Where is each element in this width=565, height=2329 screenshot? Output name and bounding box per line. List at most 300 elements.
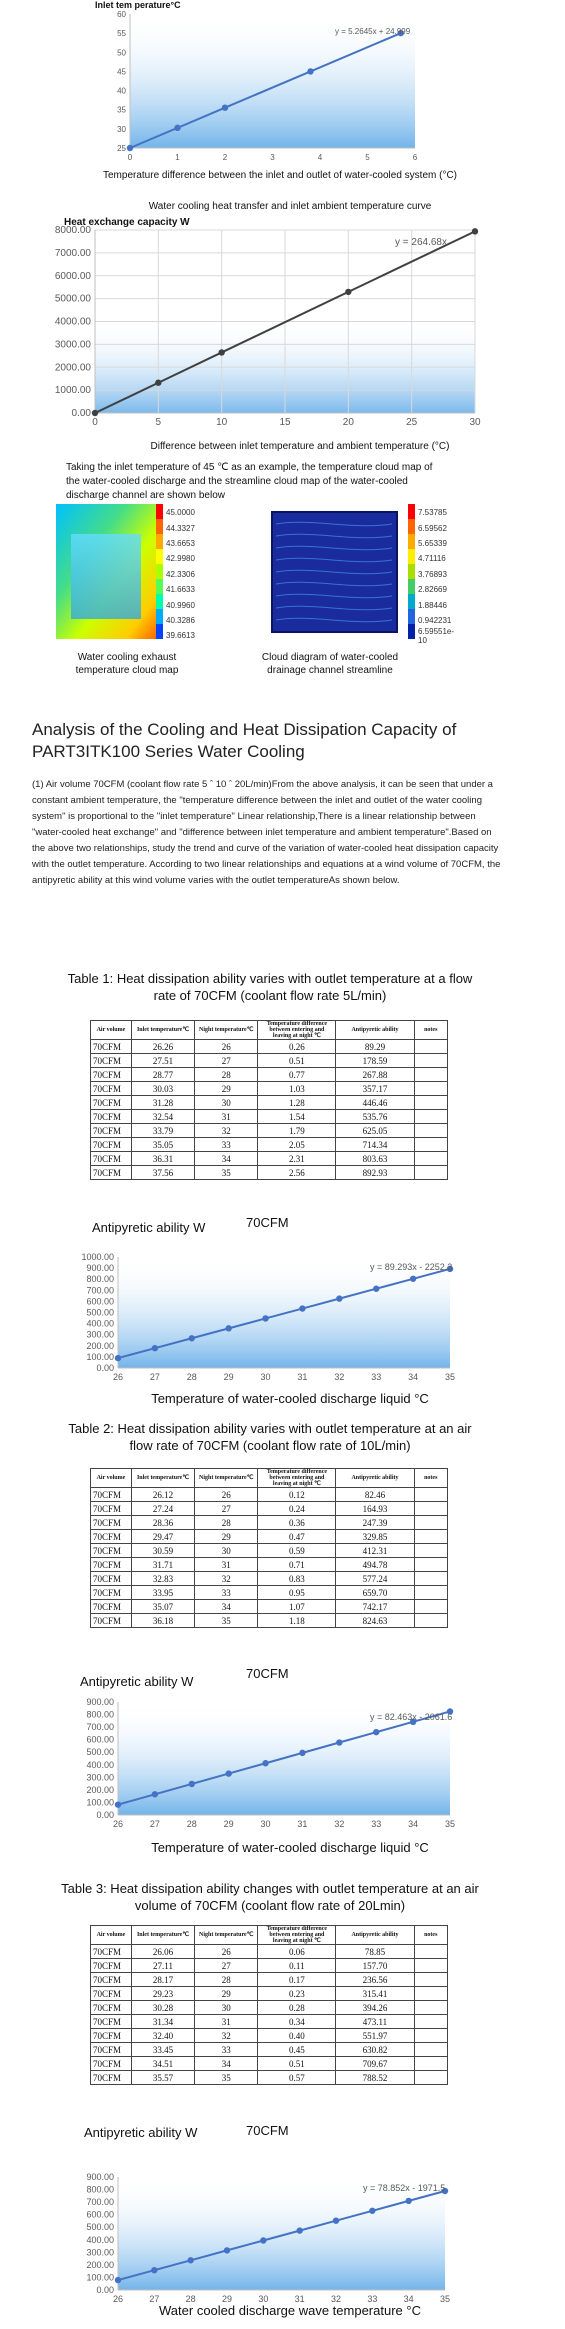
data-point: [307, 68, 313, 74]
y-tick-label: 3000.00: [54, 339, 91, 351]
table-cell: 28: [195, 1516, 258, 1530]
table-cell: 0.23: [258, 1987, 336, 2001]
table-cell: 26: [195, 1040, 258, 1054]
chart-y-axis-label: Antipyretic ability W: [80, 1674, 194, 1689]
column-header: Antipyretic ability: [336, 1021, 414, 1040]
table-cell: 82.46: [336, 1488, 414, 1502]
chart-table-3-svg: [0, 2115, 565, 2329]
table-row: [91, 1138, 448, 1152]
table-row: [91, 2015, 448, 2029]
table-cell: [414, 1572, 447, 1586]
y-tick-label: 25: [117, 144, 126, 153]
y-tick-label: 700.00: [86, 1285, 114, 1296]
table-row: [91, 1040, 448, 1054]
legend-value: 2.82669: [418, 585, 447, 595]
legend-value: 6.59551e-10: [418, 626, 455, 645]
y-tick-label: 800.00: [86, 1274, 114, 1285]
x-tick-label: 33: [371, 1372, 382, 1382]
x-tick-label: 10: [216, 417, 228, 428]
y-tick-label: 400.00: [86, 1759, 114, 1770]
table-row: [91, 1110, 448, 1124]
legend-value: 42.3306: [166, 569, 195, 579]
table-cell: 34: [195, 1600, 258, 1614]
x-tick-label: 30: [260, 1819, 271, 1829]
table-row: [91, 1959, 448, 1973]
x-tick-label: 31: [297, 1819, 308, 1829]
table-cell: 33.79: [131, 1124, 194, 1138]
data-point: [189, 1781, 195, 1787]
table-row: [91, 2071, 448, 2085]
table-cell: 357.17: [336, 1082, 414, 1096]
table-cell: 0.36: [258, 1516, 336, 1530]
chart-x-axis-label: Temperature of water-cooled discharge liquid °C: [151, 1840, 429, 1855]
chart-table-1: [0, 1215, 565, 1410]
table-row: [91, 1068, 448, 1082]
table-cell: 70CFM: [91, 2043, 132, 2057]
column-header: Air volume: [91, 1469, 132, 1488]
y-tick-label: 900.00: [86, 2172, 114, 2182]
table-row: [91, 1600, 448, 1614]
legend-value: 44.3327: [166, 523, 195, 533]
table-cell: 35.05: [131, 1138, 194, 1152]
table-cell: [414, 2001, 447, 2015]
table-cell: [414, 1558, 447, 1572]
table-cell: [414, 1488, 447, 1502]
table-cell: 31: [195, 1110, 258, 1124]
table-cell: 70CFM: [91, 1040, 132, 1054]
table-2-title: Table 2: Heat dissipation ability varies with outlet temperature at an air flow rate of 70CFM (coolant flow rate of 10L/min): [68, 1421, 472, 1453]
y-tick-label: 800.00: [86, 2184, 114, 2195]
table-cell: 70CFM: [91, 1138, 132, 1152]
x-tick-label: 27: [149, 2294, 160, 2304]
x-tick-label: 34: [403, 2294, 414, 2304]
x-tick-label: 33: [371, 1819, 382, 1829]
table-cell: 0.34: [258, 2015, 336, 2029]
table-cell: [414, 1614, 447, 1628]
table-cell: 394.26: [336, 2001, 414, 2015]
y-tick-label: 500.00: [86, 1307, 114, 1318]
streamline-cloud-map: [262, 504, 462, 644]
chart-x-axis-label: Temperature difference between the inlet and outlet of water-cooled system (°C): [103, 170, 457, 181]
table-cell: 70CFM: [91, 1600, 132, 1614]
x-tick-label: 33: [367, 2294, 378, 2304]
table-cell: 0.71: [258, 1558, 336, 1572]
table-cell: 70CFM: [91, 1544, 132, 1558]
column-header: Night temperature℃: [195, 1469, 258, 1488]
chart-y-axis-label: Heat exchange capacity W: [64, 217, 190, 228]
table-row: [91, 1082, 448, 1096]
y-tick-label: 700.00: [86, 1722, 114, 1733]
x-tick-label: 32: [334, 1372, 345, 1382]
table-cell: 31.34: [131, 2015, 194, 2029]
y-tick-label: 300.00: [86, 1329, 114, 1340]
legend-value: 3.76893: [418, 569, 447, 579]
x-tick-label: 5: [365, 153, 370, 162]
table-3: [90, 1925, 448, 2085]
table-cell: 0.51: [258, 1054, 336, 1068]
trendline-equation: y = 82.463x - 2061.6: [370, 1712, 453, 1722]
data-point: [127, 145, 133, 151]
table-cell: 70CFM: [91, 1488, 132, 1502]
table-cell: 577.24: [336, 1572, 414, 1586]
table-cell: 742.17: [336, 1600, 414, 1614]
legend-value: 39.6613: [166, 631, 195, 641]
table-cell: [414, 2029, 447, 2043]
table-cell: 70CFM: [91, 1516, 132, 1530]
y-tick-label: 100.00: [86, 2272, 114, 2283]
table-row: [91, 1558, 448, 1572]
table-cell: 28.36: [131, 1516, 194, 1530]
x-tick-label: 5: [155, 417, 162, 428]
data-point: [262, 1760, 268, 1766]
table-cell: 0.24: [258, 1502, 336, 1516]
table-cell: 0.11: [258, 1959, 336, 1973]
y-tick-label: 8000.00: [54, 225, 91, 236]
y-tick-label: 1000.00: [54, 385, 91, 397]
y-tick-label: 60: [117, 10, 126, 19]
table-2: [90, 1468, 448, 1628]
temperature-cloud-map: [56, 504, 216, 644]
x-tick-label: 28: [186, 1372, 197, 1382]
column-header: Night temperature℃: [195, 1021, 258, 1040]
y-tick-label: 400.00: [86, 2234, 114, 2245]
table-cell: 824.63: [336, 1614, 414, 1628]
table-cell: 26.26: [131, 1040, 194, 1054]
table-cell: 625.05: [336, 1124, 414, 1138]
table-cell: 0.26: [258, 1040, 336, 1054]
table-cell: 32.54: [131, 1110, 194, 1124]
data-point: [336, 1739, 342, 1745]
table-cell: 29.23: [131, 1987, 194, 2001]
y-tick-label: 300.00: [86, 2247, 114, 2258]
table-cell: 1.28: [258, 1096, 336, 1110]
table-cell: 70CFM: [91, 2029, 132, 2043]
table-cell: 70CFM: [91, 2071, 132, 2085]
x-tick-label: 3: [270, 153, 275, 162]
x-tick-label: 1: [175, 153, 180, 162]
column-header: Temperature difference between entering and leaving at night ℃: [258, 1021, 336, 1040]
table-cell: [414, 1082, 447, 1096]
chart-heat-exchange: [0, 195, 565, 460]
x-tick-label: 31: [294, 2294, 305, 2304]
x-tick-label: 34: [408, 1372, 419, 1382]
table-header-row: [91, 1021, 448, 1040]
table-cell: 0.59: [258, 1544, 336, 1558]
y-tick-label: 1000.00: [81, 1252, 114, 1262]
y-tick-label: 600.00: [86, 1296, 114, 1307]
table-cell: 412.31: [336, 1544, 414, 1558]
column-header: Inlet temperature℃: [131, 1469, 194, 1488]
legend-value: 40.3286: [166, 615, 195, 625]
x-tick-label: 26: [112, 1819, 124, 1829]
plot-area-fill: [118, 2177, 445, 2290]
table-row: [91, 1945, 448, 1959]
chart-title: 70CFM: [246, 2123, 289, 2138]
column-header: Inlet temperature℃: [131, 1926, 194, 1945]
table-cell: 0.77: [258, 1068, 336, 1082]
table-cell: [414, 1040, 447, 1054]
table-cell: 35: [195, 1614, 258, 1628]
table-cell: 29.47: [131, 1530, 194, 1544]
y-tick-label: 700.00: [86, 2197, 114, 2208]
chart-table-2-svg: [0, 1660, 565, 1855]
legend-value: 0.942231: [418, 615, 452, 625]
table-cell: 70CFM: [91, 1586, 132, 1600]
table-cell: [414, 1945, 447, 1959]
column-header: Antipyretic ability: [336, 1926, 414, 1945]
x-tick-label: 27: [149, 1372, 160, 1382]
table-cell: 0.40: [258, 2029, 336, 2043]
table-cell: 33: [195, 2043, 258, 2057]
table-cell: 27: [195, 1054, 258, 1068]
table-cell: 0.57: [258, 2071, 336, 2085]
table-cell: 788.52: [336, 2071, 414, 2085]
table-cell: 803.63: [336, 1152, 414, 1166]
y-tick-label: 600.00: [86, 2209, 114, 2220]
table-cell: 70CFM: [91, 2015, 132, 2029]
chart-title: 70CFM: [246, 1666, 289, 1681]
table-cell: 30: [195, 2001, 258, 2015]
data-point: [187, 2257, 193, 2263]
legend-value: 40.9960: [166, 600, 195, 610]
data-point: [296, 2227, 302, 2233]
table-row: [91, 1166, 448, 1180]
table-cell: 35: [195, 2071, 258, 2085]
trendline-equation: y = 78.852x - 1971.5: [363, 2183, 446, 2193]
column-header: Night temperature℃: [195, 1926, 258, 1945]
table-cell: [414, 1586, 447, 1600]
x-tick-label: 0: [127, 153, 133, 162]
table-cell: 315.41: [336, 1987, 414, 2001]
table-cell: 70CFM: [91, 1502, 132, 1516]
table-cell: 31: [195, 1558, 258, 1572]
table-cell: 35.07: [131, 1600, 194, 1614]
article-title: Analysis of the Cooling and Heat Dissipation Capacity of PART3ITK100 Series Water Cooling: [32, 720, 457, 761]
y-tick-label: 900.00: [86, 1697, 114, 1707]
table-cell: 247.39: [336, 1516, 414, 1530]
column-header: Air volume: [91, 1021, 132, 1040]
table-cell: 35.57: [131, 2071, 194, 2085]
data-point: [345, 289, 351, 295]
data-point: [472, 228, 478, 234]
table-cell: 33: [195, 1138, 258, 1152]
chart-y-axis-label: Antipyretic ability W: [84, 2125, 198, 2140]
table-cell: 2.31: [258, 1152, 336, 1166]
chart-table-3: [0, 2115, 565, 2329]
column-header: Antipyretic ability: [336, 1469, 414, 1488]
table-cell: 29: [195, 1530, 258, 1544]
data-point: [225, 1770, 231, 1776]
table-row: [91, 2057, 448, 2071]
data-point: [115, 1355, 121, 1361]
trendline-equation: y = 264.68x: [395, 237, 447, 248]
table-cell: 36.31: [131, 1152, 194, 1166]
table-cell: 31.71: [131, 1558, 194, 1572]
table-3-title: Table 3: Heat dissipation ability changes with outlet temperature at an air volume of 70CFM (coolant flow rate of 20Lmin): [61, 1881, 479, 1913]
x-tick-label: 32: [330, 2294, 342, 2304]
table-cell: 27.24: [131, 1502, 194, 1516]
table-row: [91, 2029, 448, 2043]
chart-inlet-temperature-svg: [0, 0, 565, 185]
table-cell: [414, 1502, 447, 1516]
data-point: [218, 349, 224, 355]
table-cell: 28.77: [131, 1068, 194, 1082]
table-cell: [414, 1600, 447, 1614]
y-tick-label: 200.00: [86, 1340, 114, 1351]
table-cell: 29: [195, 1082, 258, 1096]
table-cell: [414, 1110, 447, 1124]
table-row: [91, 1614, 448, 1628]
legend-value: 6.59562: [418, 523, 447, 533]
x-tick-label: 26: [112, 2294, 124, 2304]
table-cell: 535.76: [336, 1110, 414, 1124]
table-cell: 0.12: [258, 1488, 336, 1502]
table-cell: 70CFM: [91, 2001, 132, 2015]
y-tick-label: 300.00: [86, 1772, 114, 1783]
table-row: [91, 2001, 448, 2015]
table-cell: 70CFM: [91, 1082, 132, 1096]
y-tick-label: 500.00: [86, 1747, 114, 1758]
cfd-intro-text: Taking the inlet temperature of 45 ℃ as an example, the temperature cloud map of the water-cooled discharge and the streamline cloud map of the water-cooled discharge channel are shown below: [66, 462, 433, 501]
table-row: [91, 1054, 448, 1068]
column-header: Temperature difference between entering and leaving at night ℃: [258, 1469, 336, 1488]
trendline-equation: y = 5.2645x + 24.999: [335, 27, 411, 36]
table-cell: 70CFM: [91, 1973, 132, 1987]
legend-value: 7.53785: [418, 508, 447, 518]
table-cell: 26: [195, 1945, 258, 1959]
y-tick-label: 45: [117, 67, 126, 77]
data-point: [333, 2217, 339, 2223]
table-cell: 0.83: [258, 1572, 336, 1586]
legend-value: 1.88446: [418, 600, 447, 610]
x-tick-label: 28: [186, 1819, 197, 1829]
table-cell: 659.70: [336, 1586, 414, 1600]
chart-table-1-svg: [0, 1215, 565, 1410]
table-row: [91, 1586, 448, 1600]
table-cell: 29: [195, 1987, 258, 2001]
table-cell: 70CFM: [91, 1945, 132, 1959]
table-cell: 27.11: [131, 1959, 194, 1973]
table-cell: 0.95: [258, 1586, 336, 1600]
table-cell: 26.12: [131, 1488, 194, 1502]
table-cell: 2.05: [258, 1138, 336, 1152]
y-tick-label: 6000.00: [54, 270, 91, 282]
table-cell: 0.45: [258, 2043, 336, 2057]
column-header: notes: [414, 1469, 447, 1488]
x-tick-label: 0: [92, 417, 98, 428]
data-point: [373, 1729, 379, 1735]
table-cell: 70CFM: [91, 1152, 132, 1166]
table-cell: 70CFM: [91, 1530, 132, 1544]
y-tick-label: 600.00: [86, 1734, 114, 1745]
x-tick-label: 25: [406, 417, 418, 428]
table-cell: 30.59: [131, 1544, 194, 1558]
y-tick-label: 50: [117, 48, 126, 58]
streamline-cloud-caption: Cloud diagram of water-cooled drainage channel streamline: [261, 652, 399, 676]
table-cell: 70CFM: [91, 1614, 132, 1628]
y-tick-label: 900.00: [86, 1263, 114, 1274]
y-tick-label: 100.00: [86, 1351, 114, 1362]
table-cell: 0.17: [258, 1973, 336, 1987]
table-cell: 446.46: [336, 1096, 414, 1110]
y-tick-label: 0.00: [96, 2285, 114, 2295]
table-header-row: [91, 1926, 448, 1945]
y-tick-label: 100.00: [86, 1797, 114, 1808]
table-cell: 1.54: [258, 1110, 336, 1124]
table-cell: [414, 1054, 447, 1068]
table-cell: 27: [195, 1959, 258, 1973]
x-tick-label: 30: [260, 1372, 271, 1382]
chart-y-axis-label: Inlet tem perature°C: [95, 0, 181, 10]
table-row: [91, 1502, 448, 1516]
y-tick-label: 0.00: [71, 408, 91, 419]
chart-table-2: [0, 1660, 565, 1855]
table-cell: [414, 1138, 447, 1152]
table-cell: [414, 2015, 447, 2029]
table-cell: 1.79: [258, 1124, 336, 1138]
table-row: [91, 1973, 448, 1987]
table-cell: 28: [195, 1068, 258, 1082]
table-cell: 32: [195, 2029, 258, 2043]
table-cell: 329.85: [336, 1530, 414, 1544]
data-point: [299, 1750, 305, 1756]
velocity-legend: [418, 505, 462, 644]
table-cell: [414, 1973, 447, 1987]
table-row: [91, 1516, 448, 1530]
table-cell: 27: [195, 1502, 258, 1516]
data-point: [189, 1335, 195, 1341]
x-tick-label: 29: [223, 1819, 234, 1829]
chart-inlet-temperature: [0, 0, 565, 185]
table-cell: 34.51: [131, 2057, 194, 2071]
table-cell: 78.85: [336, 1945, 414, 1959]
table-cell: [414, 1096, 447, 1110]
table-cell: 70CFM: [91, 2057, 132, 2071]
table-cell: 630.82: [336, 2043, 414, 2057]
column-header: Temperature difference between entering and leaving at night ℃: [258, 1926, 336, 1945]
x-tick-label: 4: [317, 153, 323, 162]
table-cell: 89.29: [336, 1040, 414, 1054]
y-tick-label: 200.00: [86, 2259, 114, 2270]
table-cell: 157.70: [336, 1959, 414, 1973]
x-tick-label: 28: [185, 2294, 196, 2304]
table-cell: 70CFM: [91, 1166, 132, 1180]
table-cell: 267.88: [336, 1068, 414, 1082]
table-cell: 28.17: [131, 1973, 194, 1987]
table-cell: 32: [195, 1572, 258, 1586]
table-cell: 0.47: [258, 1530, 336, 1544]
x-tick-label: 35: [439, 2294, 451, 2304]
data-point: [152, 1791, 158, 1797]
table-cell: 70CFM: [91, 1054, 132, 1068]
data-point: [410, 1276, 416, 1282]
table-row: [91, 1572, 448, 1586]
table-cell: 1.18: [258, 1614, 336, 1628]
table-cell: 2.56: [258, 1166, 336, 1180]
table-row: [91, 1530, 448, 1544]
x-tick-label: 6: [412, 153, 418, 162]
table-cell: 473.11: [336, 2015, 414, 2029]
column-header: Air volume: [91, 1926, 132, 1945]
y-tick-label: 35: [117, 105, 126, 115]
temperature-cloud-caption: Water cooling exhaust temperature cloud map: [75, 652, 179, 676]
table-cell: 37.56: [131, 1166, 194, 1180]
trendline-equation: y = 89.293x - 2252.3: [370, 1262, 453, 1272]
x-tick-label: 34: [408, 1819, 419, 1829]
y-tick-label: 7000.00: [54, 247, 91, 259]
table-row: [91, 2043, 448, 2057]
data-point: [405, 2198, 411, 2204]
